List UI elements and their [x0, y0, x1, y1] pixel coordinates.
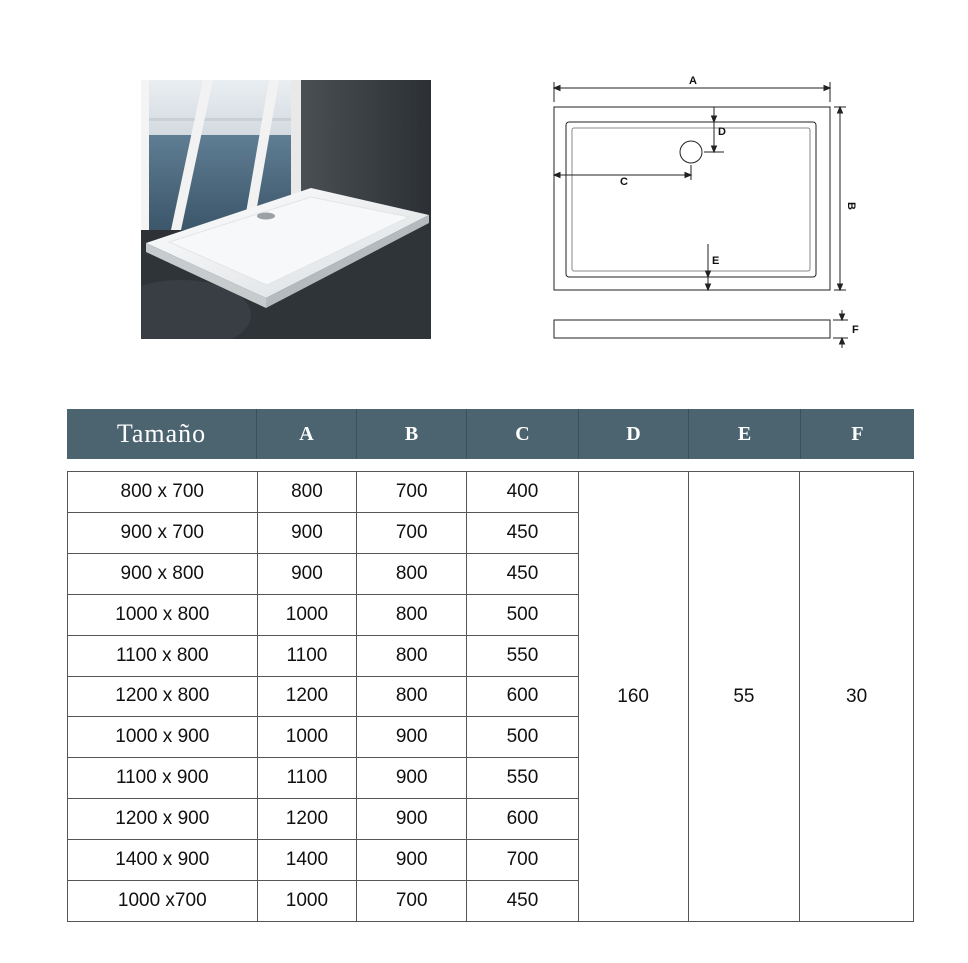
header-a: A	[257, 409, 357, 459]
column-size	[68, 472, 258, 921]
cell-a: 900	[258, 513, 357, 554]
cell-b: 700	[357, 513, 466, 554]
header-e: E	[689, 409, 801, 459]
cell-size: 800 x 700	[68, 472, 257, 513]
cell-c: 500	[467, 595, 578, 636]
header-size: Tamaño	[67, 409, 257, 459]
cell-size: 1100 x 800	[68, 636, 257, 677]
cell-a: 1100	[258, 636, 357, 677]
header-c: C	[467, 409, 579, 459]
cell-size: 1200 x 900	[68, 799, 257, 840]
cell-b: 800	[357, 677, 466, 718]
cell-size: 1200 x 800	[68, 677, 257, 718]
dim-label-a: A	[689, 75, 697, 87]
column-a	[258, 472, 358, 921]
cell-a: 800	[258, 472, 357, 513]
table-body	[67, 471, 914, 922]
cell-a: 900	[258, 554, 357, 595]
cell-c: 700	[467, 840, 578, 881]
cell-b: 700	[357, 472, 466, 513]
cell-b: 700	[395, 890, 428, 912]
cell-a: 1000	[258, 595, 357, 636]
dim-label-d: D	[718, 126, 726, 138]
cell-e-shared: 55	[733, 685, 755, 707]
cell-a: 1200	[258, 799, 357, 840]
cell-size: 900 x 800	[68, 554, 257, 595]
header-f: F	[851, 422, 864, 445]
column-e	[689, 472, 801, 921]
cell-b: 900	[357, 758, 466, 799]
header-d: D	[579, 409, 689, 459]
cell-c: 450	[506, 890, 539, 912]
cell-d-shared: 160	[617, 685, 649, 707]
dimension-drawing	[548, 72, 868, 362]
cell-f-shared: 30	[846, 685, 868, 707]
table-header	[67, 409, 914, 459]
dim-label-e: E	[712, 255, 720, 267]
cell-b: 800	[357, 636, 466, 677]
cell-c: 450	[467, 554, 578, 595]
column-d	[579, 472, 689, 921]
dimensions-table	[67, 409, 914, 922]
cell-b: 900	[357, 799, 466, 840]
cell-c: 550	[467, 636, 578, 677]
shower-tray-photo	[141, 80, 431, 339]
cell-c: 500	[467, 717, 578, 758]
cell-c: 400	[467, 472, 578, 513]
header-b: B	[357, 409, 467, 459]
cell-size: 1400 x 900	[68, 840, 257, 881]
dim-label-c: C	[620, 176, 628, 188]
cell-b: 900	[357, 717, 466, 758]
cell-size: 1000 x 800	[68, 595, 257, 636]
cell-b: 800	[357, 554, 466, 595]
cell-a: 1000	[258, 717, 357, 758]
dim-label-f: F	[852, 324, 859, 336]
cell-a: 1100	[258, 758, 357, 799]
cell-size: 1100 x 900	[68, 758, 257, 799]
cell-a: 1000	[285, 890, 329, 912]
cell-b: 800	[357, 595, 466, 636]
cell-c: 600	[467, 799, 578, 840]
cell-c: 600	[467, 677, 578, 718]
cell-c: 450	[467, 513, 578, 554]
cell-a: 1200	[258, 677, 357, 718]
cell-c: 550	[467, 758, 578, 799]
dim-label-b: B	[845, 202, 857, 210]
cell-size: 1000 x 900	[68, 717, 257, 758]
cell-b: 900	[357, 840, 466, 881]
cell-size: 900 x 700	[68, 513, 257, 554]
column-b	[357, 472, 467, 921]
cell-size: 1000 x700	[117, 890, 207, 912]
cell-a: 1400	[258, 840, 357, 881]
column-c	[467, 472, 579, 921]
column-f	[800, 472, 913, 921]
